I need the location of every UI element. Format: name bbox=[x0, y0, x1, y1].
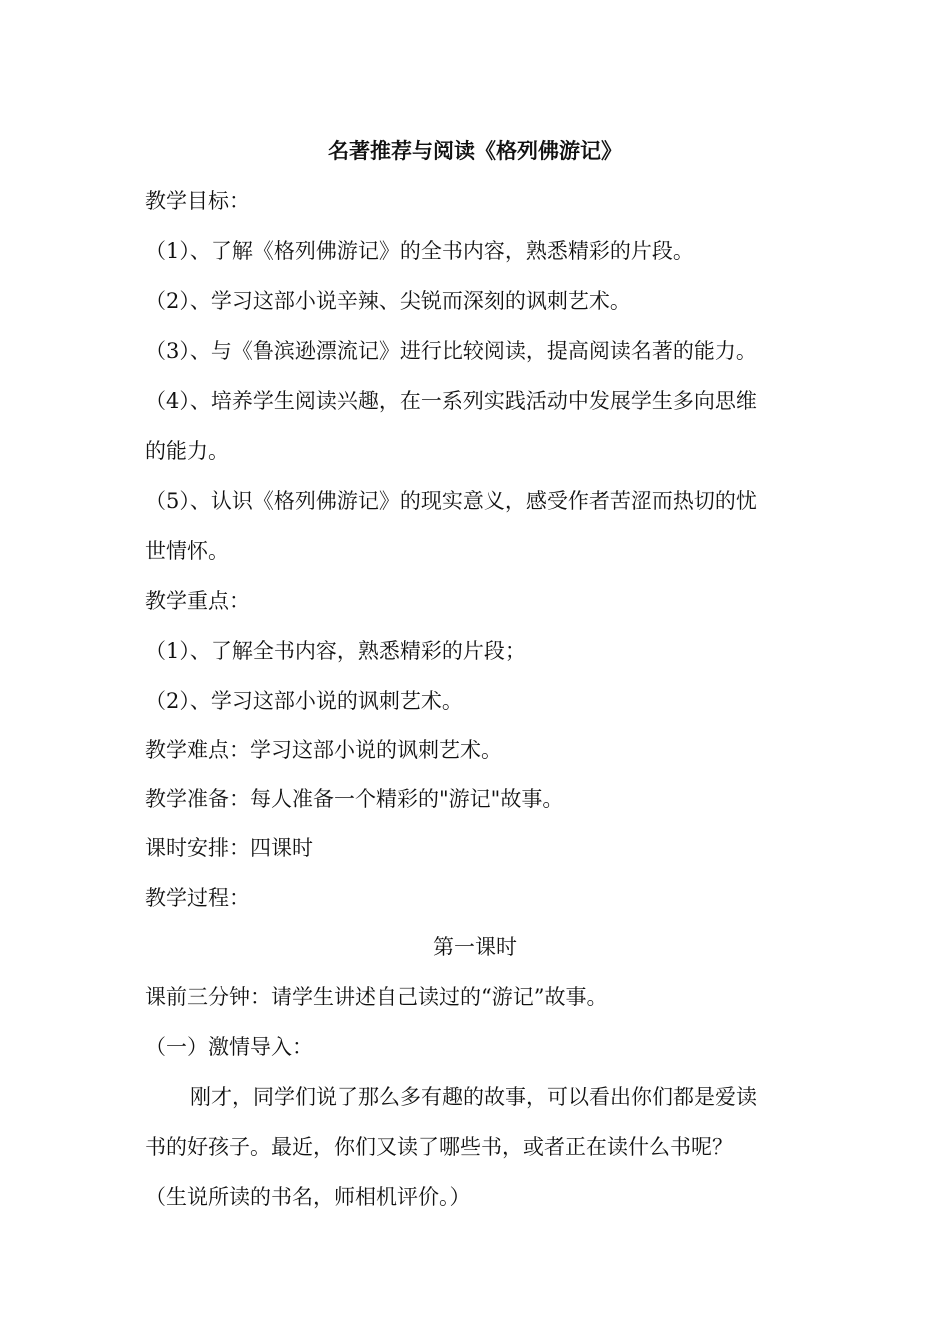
objective-line: （4）、培养学生阅读兴趣，在一系列实践活动中发展学生多向思维 bbox=[145, 389, 757, 413]
paragraph-line: 刚才，同学们说了那么多有趣的故事，可以看出你们都是爱读 bbox=[190, 1085, 757, 1109]
paragraph-line: （生说所读的书名，师相机评价。） bbox=[145, 1185, 471, 1209]
preparation-line: 教学准备：每人准备一个精彩的"游记"故事。 bbox=[145, 787, 564, 811]
objective-line: （2）、学习这部小说辛辣、尖锐而深刻的讽刺艺术。 bbox=[145, 289, 631, 313]
key-point-line: （2）、学习这部小说的讽刺艺术。 bbox=[145, 689, 463, 713]
paragraph-line: 书的好孩子。最近，你们又读了哪些书，或者正在读什么书呢？ bbox=[145, 1135, 733, 1159]
objective-line: （3）、与《鲁滨逊漂流记》进行比较阅读，提高阅读名著的能力。 bbox=[145, 339, 757, 363]
schedule-line: 课时安排：四课时 bbox=[145, 836, 313, 860]
lesson-heading: 第一课时 bbox=[433, 935, 517, 959]
key-point-line: （1）、了解全书内容，熟悉精彩的片段； bbox=[145, 639, 526, 663]
objective-line: （5）、认识《格列佛游记》的现实意义，感受作者苦涩而热切的忧 bbox=[145, 489, 757, 513]
difficulty-line: 教学难点：学习这部小说的讽刺艺术。 bbox=[145, 738, 502, 762]
objective-line: 的能力。 bbox=[145, 439, 229, 463]
section-heading: （一）激情导入： bbox=[145, 1035, 313, 1059]
document-title: 名著推荐与阅读《格列佛游记》 bbox=[328, 138, 622, 163]
warmup-line: 课前三分钟：请学生讲述自己读过的“游记”故事。 bbox=[145, 985, 608, 1009]
objective-line: （1）、了解《格列佛游记》的全书内容，熟悉精彩的片段。 bbox=[145, 239, 694, 263]
objectives-heading: 教学目标： bbox=[145, 189, 250, 213]
process-heading: 教学过程： bbox=[145, 886, 250, 910]
objective-line: 世情怀。 bbox=[145, 539, 229, 563]
key-points-heading: 教学重点： bbox=[145, 589, 250, 613]
